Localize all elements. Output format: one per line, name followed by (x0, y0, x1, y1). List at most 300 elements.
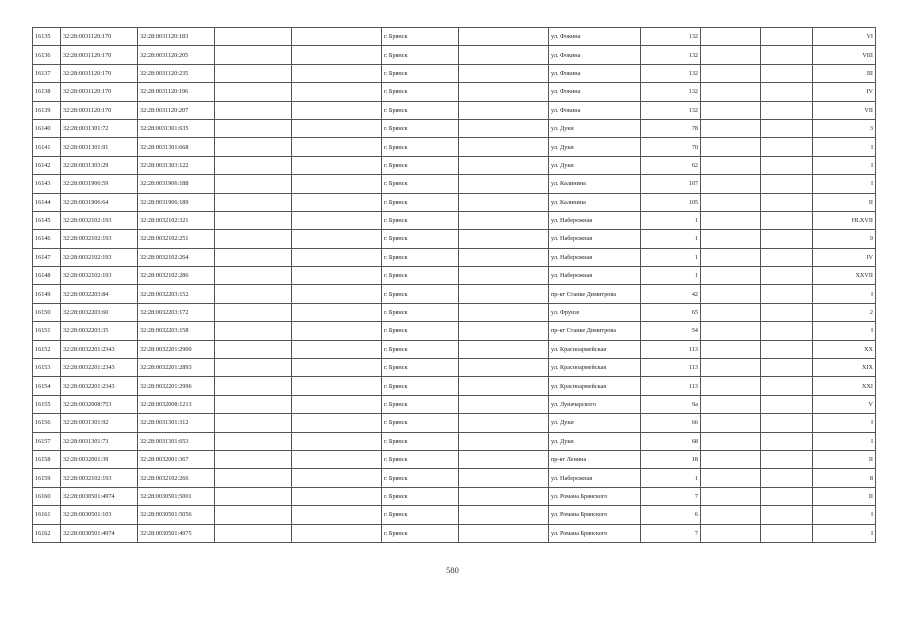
cell-unit: II (813, 193, 876, 211)
cell-building-cadastral: 32:28:0031303:122 (138, 156, 215, 174)
cell-unit: I (813, 138, 876, 156)
cell-empty (761, 119, 813, 137)
cell-empty (215, 285, 292, 303)
cell-empty (701, 506, 761, 524)
table-row (33, 487, 876, 505)
cell-street: ул. Фокина (549, 28, 641, 46)
cell-house: 18 (641, 450, 701, 468)
cell-street: ул. Калинина (549, 175, 641, 193)
cell-street: ул. Луначарского (549, 395, 641, 413)
cell-empty (701, 83, 761, 101)
cell-parcel-cadastral: 32:28:0031301:91 (61, 138, 138, 156)
cell-house: 1 (641, 248, 701, 266)
cell-empty (459, 377, 549, 395)
cell-street: ул. Фокина (549, 64, 641, 82)
cell-empty (459, 303, 549, 321)
cell-house: 132 (641, 101, 701, 119)
cell-empty (215, 487, 292, 505)
cell-empty (459, 524, 549, 542)
table-row (33, 46, 876, 64)
cell-empty (701, 211, 761, 229)
cell-number: 16156 (33, 414, 61, 432)
cell-city: г. Брянск (382, 303, 459, 321)
cell-street: ул. Набережная (549, 211, 641, 229)
cell-number: 16136 (33, 46, 61, 64)
cell-street: ул. Фокина (549, 83, 641, 101)
cell-empty (292, 450, 382, 468)
cell-house: 132 (641, 46, 701, 64)
cell-empty (215, 359, 292, 377)
cell-empty (292, 175, 382, 193)
cell-unit: 2 (813, 303, 876, 321)
cell-unit: I (813, 414, 876, 432)
cell-empty (761, 377, 813, 395)
cell-empty (761, 340, 813, 358)
cell-empty (459, 469, 549, 487)
cell-house: 65 (641, 303, 701, 321)
cell-unit: II (813, 450, 876, 468)
cell-street: ул. Романа Брянского (549, 487, 641, 505)
cell-street: ул. Дуки (549, 432, 641, 450)
cell-empty (292, 303, 382, 321)
cell-parcel-cadastral: 32:28:0031120:170 (61, 46, 138, 64)
cell-city: г. Брянск (382, 359, 459, 377)
cell-unit: XXVII (813, 267, 876, 285)
cell-parcel-cadastral: 32:28:0032102:193 (61, 211, 138, 229)
cell-city: г. Брянск (382, 450, 459, 468)
cell-empty (292, 28, 382, 46)
cell-city: г. Брянск (382, 340, 459, 358)
cell-empty (459, 175, 549, 193)
cell-unit: I (813, 524, 876, 542)
registry-rows (33, 28, 876, 543)
cell-parcel-cadastral: 32:28:0032203:84 (61, 285, 138, 303)
cell-house: 66 (641, 414, 701, 432)
cell-empty (459, 506, 549, 524)
cell-parcel-cadastral: 32:28:0031303:29 (61, 156, 138, 174)
table-row (33, 267, 876, 285)
cell-building-cadastral: 32:28:0031906:189 (138, 193, 215, 211)
cell-parcel-cadastral: 32:28:0032201:2343 (61, 359, 138, 377)
cell-empty (761, 46, 813, 64)
cell-city: г. Брянск (382, 46, 459, 64)
cell-number: 16145 (33, 211, 61, 229)
cell-house: 9а (641, 395, 701, 413)
cell-unit: XX (813, 340, 876, 358)
cell-house: 113 (641, 359, 701, 377)
cell-empty (292, 285, 382, 303)
cell-empty (701, 230, 761, 248)
cell-number: 16151 (33, 322, 61, 340)
cell-number: 16158 (33, 450, 61, 468)
cell-building-cadastral: 32:28:0032203:172 (138, 303, 215, 321)
cell-building-cadastral: 32:28:0032203:152 (138, 285, 215, 303)
cell-unit: III (813, 64, 876, 82)
cell-street: ул. Фрунзе (549, 303, 641, 321)
cell-building-cadastral: 32:28:0032201:2893 (138, 359, 215, 377)
cell-street: пр-кт Станке Димитрова (549, 322, 641, 340)
cell-unit: I (813, 506, 876, 524)
cell-number: 16137 (33, 64, 61, 82)
table-row (33, 285, 876, 303)
cell-street: ул. Дуки (549, 119, 641, 137)
cell-street: ул. Набережная (549, 469, 641, 487)
cell-number: 16143 (33, 175, 61, 193)
cell-city: г. Брянск (382, 138, 459, 156)
cell-city: г. Брянск (382, 119, 459, 137)
cell-number: 16154 (33, 377, 61, 395)
cell-empty (761, 524, 813, 542)
cell-empty (459, 450, 549, 468)
cell-parcel-cadastral: 32:28:0031301:92 (61, 414, 138, 432)
cell-house: 1 (641, 267, 701, 285)
cell-empty (701, 267, 761, 285)
cell-empty (761, 248, 813, 266)
cell-unit: HLXVII (813, 211, 876, 229)
cell-number: 16152 (33, 340, 61, 358)
cell-number: 16142 (33, 156, 61, 174)
cell-street: ул. Фокина (549, 101, 641, 119)
table-row (33, 414, 876, 432)
cell-parcel-cadastral: 32:28:0032203:35 (61, 322, 138, 340)
cell-empty (761, 175, 813, 193)
cell-number: 16135 (33, 28, 61, 46)
cell-empty (761, 395, 813, 413)
cell-empty (459, 156, 549, 174)
cell-empty (761, 359, 813, 377)
cell-building-cadastral: 32:28:0032201:2996 (138, 377, 215, 395)
cell-parcel-cadastral: 32:28:0032201:2343 (61, 340, 138, 358)
cell-street: ул. Красноармейская (549, 340, 641, 358)
cell-empty (761, 322, 813, 340)
cell-unit: VIII (813, 46, 876, 64)
cell-number: 16160 (33, 487, 61, 505)
cell-city: г. Брянск (382, 487, 459, 505)
cell-city: г. Брянск (382, 101, 459, 119)
cell-empty (215, 340, 292, 358)
cell-empty (292, 340, 382, 358)
cell-empty (215, 119, 292, 137)
cell-empty (292, 469, 382, 487)
cell-parcel-cadastral: 32:28:0032008:753 (61, 395, 138, 413)
cell-empty (761, 64, 813, 82)
cell-street: ул. Набережная (549, 230, 641, 248)
cell-empty (292, 119, 382, 137)
cell-empty (761, 450, 813, 468)
cell-parcel-cadastral: 32:28:0031120:170 (61, 64, 138, 82)
cell-empty (701, 119, 761, 137)
cell-empty (459, 414, 549, 432)
cell-empty (459, 230, 549, 248)
cell-street: ул. Калинина (549, 193, 641, 211)
cell-empty (215, 303, 292, 321)
table-row (33, 230, 876, 248)
cell-street: ул. Набережная (549, 248, 641, 266)
cell-parcel-cadastral: 32:28:0031120:170 (61, 101, 138, 119)
cell-empty (215, 64, 292, 82)
cell-empty (215, 506, 292, 524)
cell-empty (459, 211, 549, 229)
table-row (33, 193, 876, 211)
cell-building-cadastral: 32:28:0031301:312 (138, 414, 215, 432)
cell-empty (701, 432, 761, 450)
cell-empty (292, 487, 382, 505)
cell-house: 105 (641, 193, 701, 211)
cell-street: ул. Дуки (549, 138, 641, 156)
table-row (33, 156, 876, 174)
cell-empty (761, 211, 813, 229)
cell-building-cadastral: 32:28:0032102:321 (138, 211, 215, 229)
cell-empty (215, 101, 292, 119)
table-row (33, 83, 876, 101)
cell-empty (292, 524, 382, 542)
cell-city: г. Брянск (382, 193, 459, 211)
cell-city: г. Брянск (382, 248, 459, 266)
cell-number: 16150 (33, 303, 61, 321)
cell-unit: I (813, 175, 876, 193)
cell-empty (761, 138, 813, 156)
cell-unit: XXI (813, 377, 876, 395)
cell-unit: II (813, 487, 876, 505)
cell-unit: I (813, 156, 876, 174)
cell-empty (292, 377, 382, 395)
cell-empty (215, 267, 292, 285)
cell-empty (292, 414, 382, 432)
cell-house: 113 (641, 377, 701, 395)
cell-empty (292, 395, 382, 413)
cell-empty (459, 285, 549, 303)
cell-empty (701, 414, 761, 432)
cell-empty (701, 450, 761, 468)
cell-empty (215, 469, 292, 487)
cell-number: 16139 (33, 101, 61, 119)
cell-parcel-cadastral: 32:28:0032102:193 (61, 248, 138, 266)
cell-empty (701, 487, 761, 505)
cell-unit: V (813, 395, 876, 413)
cell-unit: XIX (813, 359, 876, 377)
cell-empty (701, 469, 761, 487)
cell-parcel-cadastral: 32:28:0031301:73 (61, 432, 138, 450)
cell-street: ул. Красноармейская (549, 359, 641, 377)
cell-house: 132 (641, 28, 701, 46)
cell-building-cadastral: 32:28:0031301:635 (138, 119, 215, 137)
cell-empty (459, 267, 549, 285)
cell-number: 16147 (33, 248, 61, 266)
cell-parcel-cadastral: 32:28:0030501:103 (61, 506, 138, 524)
cell-unit: VI (813, 28, 876, 46)
cell-unit: 9 (813, 230, 876, 248)
cell-house: 132 (641, 64, 701, 82)
cell-house: 62 (641, 156, 701, 174)
cell-empty (761, 28, 813, 46)
cell-unit: 8 (813, 469, 876, 487)
cell-empty (459, 28, 549, 46)
cell-building-cadastral: 32:28:0031301:668 (138, 138, 215, 156)
table-row (33, 28, 876, 46)
cell-empty (459, 46, 549, 64)
cell-empty (701, 303, 761, 321)
cell-city: г. Брянск (382, 469, 459, 487)
cell-street: ул. Красноармейская (549, 377, 641, 395)
cell-empty (459, 432, 549, 450)
cell-empty (761, 101, 813, 119)
cell-empty (701, 377, 761, 395)
cell-city: г. Брянск (382, 28, 459, 46)
cell-city: г. Брянск (382, 395, 459, 413)
cell-city: г. Брянск (382, 432, 459, 450)
cell-empty (292, 432, 382, 450)
cell-unit: I (813, 322, 876, 340)
cell-empty (761, 230, 813, 248)
cell-parcel-cadastral: 32:28:0030501:4974 (61, 524, 138, 542)
cell-building-cadastral: 32:28:0031906:188 (138, 175, 215, 193)
cell-building-cadastral: 32:28:0032201:2900 (138, 340, 215, 358)
cell-unit: I (813, 285, 876, 303)
cell-number: 16141 (33, 138, 61, 156)
cell-city: г. Брянск (382, 64, 459, 82)
cell-empty (701, 248, 761, 266)
page-number: 580 (446, 565, 459, 575)
cell-house: 1 (641, 230, 701, 248)
cell-house: 107 (641, 175, 701, 193)
cell-empty (292, 322, 382, 340)
cell-street: пр-кт Ленина (549, 450, 641, 468)
cell-empty (701, 138, 761, 156)
cell-city: г. Брянск (382, 156, 459, 174)
cell-empty (215, 524, 292, 542)
cell-unit: I (813, 432, 876, 450)
cell-empty (292, 248, 382, 266)
cell-building-cadastral: 32:28:0032008:1213 (138, 395, 215, 413)
cell-empty (292, 156, 382, 174)
cell-number: 16140 (33, 119, 61, 137)
table-row (33, 395, 876, 413)
cell-empty (761, 414, 813, 432)
cell-number: 16149 (33, 285, 61, 303)
cell-parcel-cadastral: 32:28:0031120:170 (61, 28, 138, 46)
cell-empty (701, 28, 761, 46)
cell-street: ул. Набережная (549, 267, 641, 285)
cell-city: г. Брянск (382, 230, 459, 248)
cell-empty (761, 267, 813, 285)
cell-empty (701, 285, 761, 303)
cell-empty (292, 359, 382, 377)
cell-parcel-cadastral: 32:28:0032102:193 (61, 230, 138, 248)
cell-street: ул. Фокина (549, 46, 641, 64)
table-row (33, 322, 876, 340)
cell-empty (215, 28, 292, 46)
cell-empty (701, 340, 761, 358)
table-row (33, 506, 876, 524)
cell-street: пр-кт Станке Димитрова (549, 285, 641, 303)
cell-empty (701, 395, 761, 413)
cell-empty (215, 138, 292, 156)
cell-empty (459, 101, 549, 119)
cell-street: ул. Романа Брянского (549, 506, 641, 524)
cell-parcel-cadastral: 32:28:0032001:39 (61, 450, 138, 468)
cell-unit: IV (813, 248, 876, 266)
cell-number: 16144 (33, 193, 61, 211)
cell-house: 132 (641, 83, 701, 101)
cell-city: г. Брянск (382, 377, 459, 395)
cell-building-cadastral: 32:28:0031120:196 (138, 83, 215, 101)
cell-house: 78 (641, 119, 701, 137)
cell-empty (215, 248, 292, 266)
cell-empty (215, 230, 292, 248)
cell-empty (761, 193, 813, 211)
cell-number: 16162 (33, 524, 61, 542)
cell-number: 16153 (33, 359, 61, 377)
cell-parcel-cadastral: 32:28:0032102:193 (61, 469, 138, 487)
cell-unit: 3 (813, 119, 876, 137)
cell-empty (215, 322, 292, 340)
cell-empty (292, 267, 382, 285)
cell-building-cadastral: 32:28:0031120:235 (138, 64, 215, 82)
cell-house: 70 (641, 138, 701, 156)
cell-empty (292, 506, 382, 524)
cell-empty (459, 322, 549, 340)
cell-empty (215, 211, 292, 229)
cell-building-cadastral: 32:28:0030501:5001 (138, 487, 215, 505)
cell-empty (292, 193, 382, 211)
cell-city: г. Брянск (382, 322, 459, 340)
cell-street: ул. Дуки (549, 414, 641, 432)
cell-house: 1 (641, 211, 701, 229)
cell-city: г. Брянск (382, 506, 459, 524)
cell-building-cadastral: 32:28:0031120:205 (138, 46, 215, 64)
cell-empty (215, 175, 292, 193)
table-row (33, 469, 876, 487)
cell-empty (761, 285, 813, 303)
cell-city: г. Брянск (382, 285, 459, 303)
cell-street: ул. Романа Брянского (549, 524, 641, 542)
table-row (33, 340, 876, 358)
cell-city: г. Брянск (382, 175, 459, 193)
cell-building-cadastral: 32:28:0031120:183 (138, 28, 215, 46)
cell-building-cadastral: 32:28:0030501:5056 (138, 506, 215, 524)
cell-empty (701, 101, 761, 119)
cell-city: г. Брянск (382, 414, 459, 432)
table-row (33, 432, 876, 450)
cell-house: 113 (641, 340, 701, 358)
cell-unit: VII (813, 101, 876, 119)
cell-empty (459, 138, 549, 156)
cell-empty (701, 64, 761, 82)
cell-empty (701, 359, 761, 377)
cell-empty (761, 156, 813, 174)
cell-empty (761, 303, 813, 321)
cell-empty (761, 469, 813, 487)
cell-empty (215, 432, 292, 450)
cell-empty (215, 83, 292, 101)
cell-parcel-cadastral: 32:28:0031120:170 (61, 83, 138, 101)
cell-empty (459, 340, 549, 358)
cell-empty (292, 101, 382, 119)
cell-house: 54 (641, 322, 701, 340)
cell-building-cadastral: 32:28:0031120:207 (138, 101, 215, 119)
cell-number: 16161 (33, 506, 61, 524)
cell-empty (215, 193, 292, 211)
cell-empty (215, 395, 292, 413)
cell-empty (701, 524, 761, 542)
cell-empty (701, 322, 761, 340)
cell-empty (459, 248, 549, 266)
table-row (33, 101, 876, 119)
cell-empty (292, 211, 382, 229)
cell-empty (701, 46, 761, 64)
table-row (33, 211, 876, 229)
cell-number: 16159 (33, 469, 61, 487)
